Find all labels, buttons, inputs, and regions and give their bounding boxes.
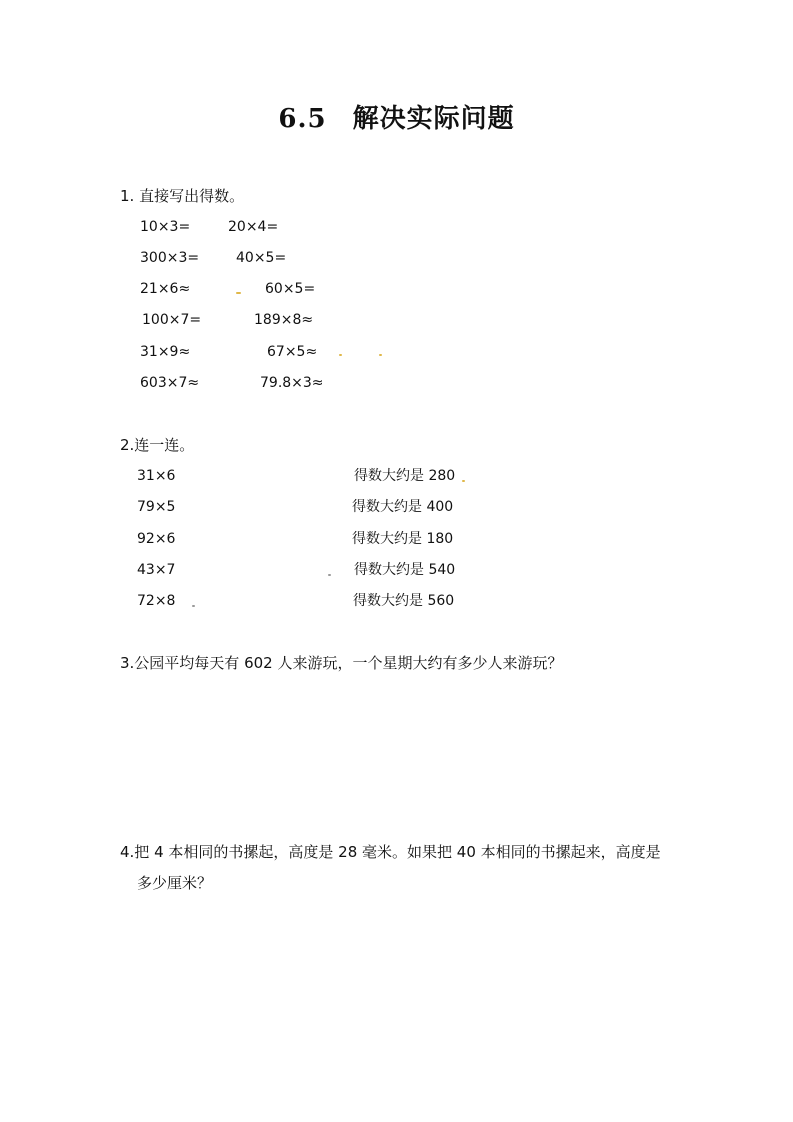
q2-left-item: 79×5 [137, 499, 176, 515]
q2-right-item: 得数大约是 540 [354, 562, 456, 578]
stray-mark [192, 605, 195, 607]
q2-left-item: 92×6 [137, 531, 176, 547]
q1-problem: 60×5= [265, 281, 316, 297]
q1-problem: 300×3= [140, 250, 200, 266]
title-text: 解决实际问题 [352, 104, 515, 134]
q2-left-item: 31×6 [137, 468, 176, 484]
q1-problem: 10×3= [140, 219, 191, 235]
q1-problem: 31×9≈ [140, 344, 191, 360]
q1-problem: 603×7≈ [140, 375, 200, 391]
q1-problem: 100×7= [142, 312, 202, 328]
q4-text-line2: 多少厘米？ [137, 874, 213, 892]
stray-mark [379, 354, 382, 356]
q1-heading: 1. 直接写出得数。 [120, 187, 245, 205]
title-number: 6.5 [278, 104, 327, 134]
q1-problem: 79.8×3≈ [260, 375, 324, 391]
q2-left-item: 72×8 [137, 593, 176, 609]
q2-heading: 2.连一连。 [120, 436, 195, 454]
q2-right-item: 得数大约是 560 [353, 593, 455, 609]
stray-mark [236, 292, 241, 294]
q1-problem: 40×5= [236, 250, 287, 266]
q2-right-item: 得数大约是 400 [352, 499, 454, 515]
stray-mark [339, 354, 342, 356]
q1-problem: 21×6≈ [140, 281, 191, 297]
q3-text: 3.公园平均每天有 602 人来游玩，一个星期大约有多少人来游玩？ [120, 654, 563, 672]
q2-right-item: 得数大约是 280 [354, 468, 456, 484]
q4-text-line1: 4.把 4 本相同的书摞起，高度是 28 毫米。如果把 40 本相同的书摞起来，高度是 [120, 843, 661, 861]
q2-right-item: 得数大约是 180 [352, 531, 454, 547]
q1-problem: 67×5≈ [267, 344, 318, 360]
q2-left-item: 43×7 [137, 562, 176, 578]
page-title [0, 98, 793, 135]
stray-mark [462, 480, 465, 482]
q1-problem: 20×4= [228, 219, 279, 235]
q1-problem: 189×8≈ [254, 312, 314, 328]
stray-mark [328, 574, 331, 576]
